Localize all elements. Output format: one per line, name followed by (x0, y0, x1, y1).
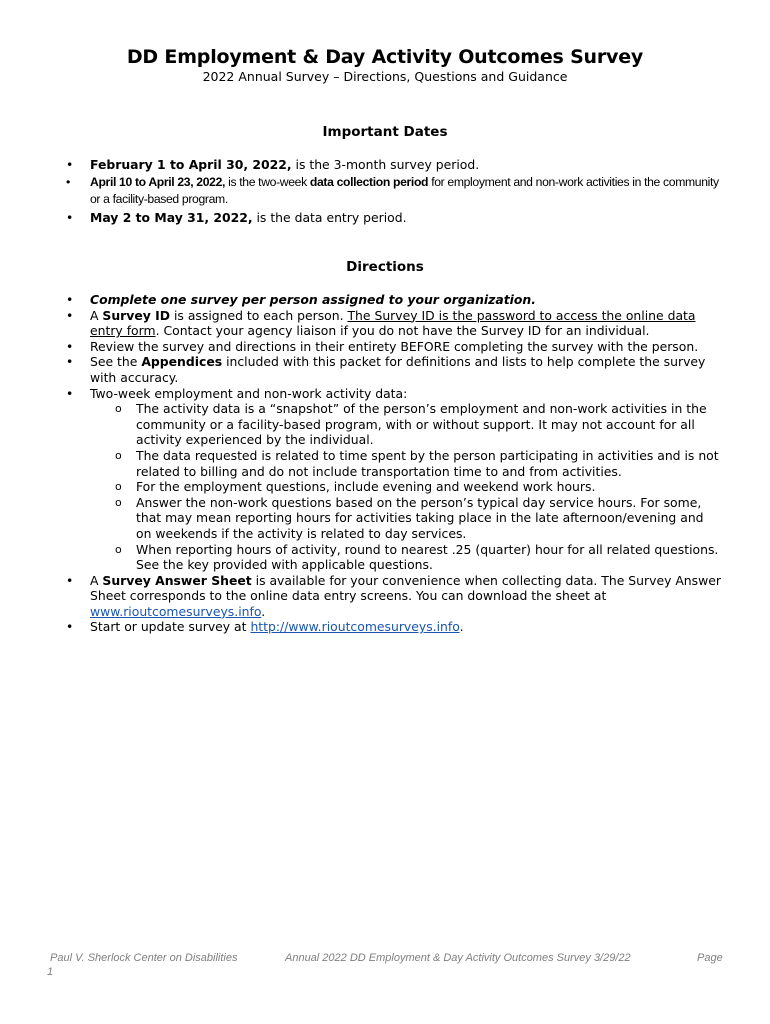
list-item: • April 10 to April 23, 2022, is the two-week data collection period for employment and non-work activities in the community or a facility-based program. (66, 174, 721, 208)
list-item: • May 2 to May 31, 2022, is the data entry period. (66, 210, 721, 226)
answer-sheet-link[interactable]: www.rioutcomesurveys.info (90, 603, 262, 619)
page-subtitle: 2022 Annual Survey – Directions, Questions and Guidance (202, 69, 568, 84)
list-item: • Review the survey and directions in their entirety BEFORE completing the survey with the person. (66, 339, 721, 355)
footer-page-label: Page (697, 952, 723, 964)
list-item: • Two-week employment and non-work activity data: o The activity data is a “snapshot” of the person’s employment and non-work activities in the community or a facility-based program, with or without support. It may not account for all activity experienced by the individual. o The data requested is related to time spent by the person participating in activities and is not related to billing and do not include transportation time to and from activities. o For the employment questions, include evening and weekend work hours. o Answer the non-work questions based on the person’s typical day service hours. For some, that may mean reporting hours for activities taking place in the late afternoon/evening and on weekends if the activity is related to day services. o When reporting hours of activity, round to nearest .25 (quarter) hour for all related questions. See the key provided with applicable questions. (66, 386, 721, 573)
footer-page-number: 1 (47, 966, 54, 978)
survey-site-link[interactable]: http://www.rioutcomesurveys.info (250, 619, 460, 635)
list-item: • February 1 to April 30, 2022, is the 3-month survey period. (66, 157, 721, 173)
sub-list-item: o For the employment questions, include evening and weekend work hours. (90, 479, 721, 495)
list-item: • Start or update survey at http://www.rioutcomesurveys.info. (66, 619, 721, 635)
sub-list-item: o The data requested is related to time spent by the person participating in activities and is not related to billing and do not include transportation time to and from activities. (90, 448, 721, 479)
list-item: • Complete one survey per person assigned to your organization. (66, 292, 721, 308)
important-dates-list (66, 157, 721, 225)
sub-list-item: o The activity data is a “snapshot” of the person’s employment and non-work activities in the community or a facility-based program, with or without support. It may not account for all activity experienced by the individual. (90, 401, 721, 448)
sub-list-item: o When reporting hours of activity, round to nearest .25 (quarter) hour for all related questions. See the key provided with applicable questions. (90, 542, 721, 573)
directions-heading: Directions (346, 259, 424, 275)
list-item: • A Survey Answer Sheet is available for your convenience when collecting data. The Survey Answer Sheet corresponds to the online data entry screens. You can download the sheet at www.rioutcomesurveys.info. (66, 573, 721, 620)
footer-organization: Paul V. Sherlock Center on Disabilities (50, 952, 238, 964)
directions-list (66, 292, 721, 635)
footer-document-title: Annual 2022 DD Employment & Day Activity Outcomes Survey 3/29/22 (285, 952, 631, 964)
sub-list-item: o Answer the non-work questions based on the person’s typical day service hours. For some, that may mean reporting hours for activities taking place in the late afternoon/evening and on weekends if the activity is related to day services. (90, 495, 721, 542)
important-dates-heading: Important Dates (322, 124, 448, 140)
page-title: DD Employment & Day Activity Outcomes Survey (126, 46, 644, 68)
sub-list (90, 401, 721, 573)
list-item: • A Survey ID is assigned to each person. The Survey ID is the password to access the online data entry form. Contact your agency liaison if you do not have the Survey ID for an individual. (66, 308, 721, 339)
list-item: • See the Appendices included with this packet for definitions and lists to help complete the survey with accuracy. (66, 354, 721, 385)
